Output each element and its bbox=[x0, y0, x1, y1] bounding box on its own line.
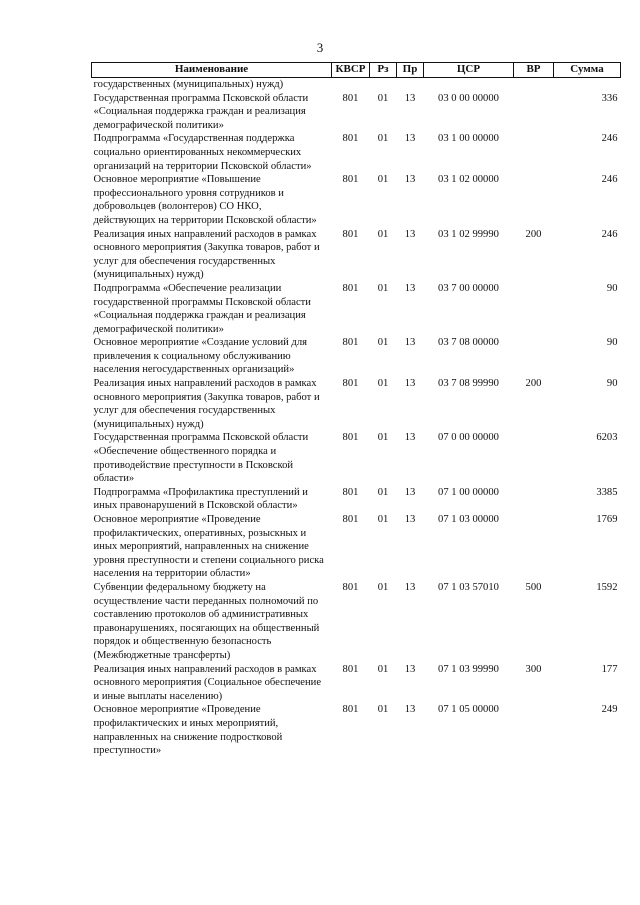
cell-csr: 03 1 00 00000 bbox=[438, 133, 499, 145]
table-row bbox=[92, 228, 621, 282]
cell-pr: 13 bbox=[404, 228, 416, 240]
cell-name: Подпрограмма «Обеспечение реализации государственной программы Псковской области «Социальная поддержка граждан и реализация демографической политики» bbox=[93, 282, 311, 335]
cell-vr: 500 bbox=[525, 581, 542, 593]
header-name: Наименование bbox=[92, 63, 332, 78]
header-pr: Пр bbox=[397, 63, 424, 78]
cell-sum: 246 bbox=[601, 174, 618, 186]
budget-table bbox=[91, 62, 621, 758]
cell-kvsr: 801 bbox=[342, 378, 359, 390]
cell-name: Реализация иных направлений расходов в рамках основного мероприятия (Закупка товаров, работ и услуг для обеспечения государственных (муниципальных) нужд) bbox=[93, 228, 320, 281]
cell-csr: 07 1 05 00000 bbox=[438, 704, 499, 716]
cell-sum: 336 bbox=[601, 92, 618, 104]
cell-pr: 13 bbox=[404, 486, 416, 498]
cell-rz bbox=[370, 78, 397, 92]
cell-sum: 3385 bbox=[596, 486, 618, 498]
cell-name: Государственная программа Псковской области «Обеспечение общественного порядка и противодействие преступности в Псковской области» bbox=[93, 432, 309, 485]
cell-pr: 13 bbox=[404, 704, 416, 716]
cell-kvsr: 801 bbox=[342, 704, 359, 716]
cell-rz: 01 bbox=[377, 174, 389, 186]
cell-pr: 13 bbox=[404, 514, 416, 525]
table-row bbox=[92, 92, 621, 133]
cell-kvsr: 801 bbox=[342, 337, 359, 349]
cell-vr bbox=[514, 78, 554, 92]
cell-csr: 07 1 03 00000 bbox=[438, 514, 499, 525]
cell-kvsr: 801 bbox=[342, 581, 359, 593]
table-row bbox=[92, 78, 621, 92]
cell-pr: 13 bbox=[404, 337, 416, 349]
cell-kvsr: 801 bbox=[342, 228, 359, 240]
cell-rz: 01 bbox=[377, 282, 389, 294]
cell-kvsr: 801 bbox=[342, 133, 359, 145]
cell-pr: 13 bbox=[404, 282, 416, 294]
cell-rz: 01 bbox=[377, 663, 389, 675]
cell-csr: 07 1 03 99990 bbox=[438, 663, 499, 675]
cell-pr: 13 bbox=[404, 133, 416, 145]
page-number: 3 bbox=[316, 40, 324, 55]
cell-csr: 07 0 00 00000 bbox=[438, 432, 499, 444]
cell-rz: 01 bbox=[377, 704, 389, 716]
cell-name: Основное мероприятие «Проведение профилактических и иных мероприятий, направленных на снижение подростковой преступности» bbox=[93, 704, 283, 757]
cell-csr: 07 1 03 57010 bbox=[438, 581, 499, 593]
cell-kvsr: 801 bbox=[342, 432, 359, 444]
header-vr: ВР bbox=[514, 63, 554, 78]
cell-rz: 01 bbox=[377, 514, 389, 525]
table-row bbox=[92, 513, 621, 581]
cell-vr bbox=[514, 486, 554, 513]
cell-name: Основное мероприятие «Повышение профессионального уровня сотрудников и добровольцев (волонтеров) СО НКО, действующих на территории Псковской области» bbox=[93, 174, 317, 226]
cell-sum: 1592 bbox=[596, 581, 618, 593]
table-row bbox=[92, 703, 621, 757]
cell-csr: 03 7 00 00000 bbox=[438, 282, 499, 294]
table-row bbox=[92, 431, 621, 485]
cell-vr: 200 bbox=[525, 378, 542, 390]
cell-vr bbox=[514, 132, 554, 173]
cell-rz: 01 bbox=[377, 432, 389, 444]
cell-name: Реализация иных направлений расходов в рамках основного мероприятия (Закупка товаров, работ и услуг для обеспечения государственных (муниципальных) нужд) bbox=[93, 378, 320, 430]
cell-vr bbox=[514, 336, 554, 377]
table-row bbox=[92, 377, 621, 431]
cell-csr: 03 7 08 00000 bbox=[438, 337, 499, 349]
table-row bbox=[92, 173, 621, 227]
cell-kvsr: 801 bbox=[342, 486, 359, 498]
cell-kvsr: 801 bbox=[342, 92, 359, 104]
cell-vr bbox=[514, 92, 554, 133]
cell-vr: 200 bbox=[525, 228, 542, 240]
cell-name: Субвенции федеральному бюджету на осуществление части переданных полномочий по составлению протоколов об административных правонарушениях, посягающих на общественный порядок и общественную безопасность (Межбюджетные трансферты) bbox=[93, 581, 320, 661]
cell-csr: 03 0 00 00000 bbox=[438, 92, 499, 104]
cell-sum: 249 bbox=[601, 704, 618, 716]
table-row bbox=[92, 663, 621, 704]
cell-name: Основное мероприятие «Создание условий для привлечения к социальному обслуживанию населения негосударственных организаций» bbox=[93, 337, 307, 376]
cell-sum: 90 bbox=[606, 282, 618, 294]
cell-name: Реализация иных направлений расходов в рамках основного мероприятия (Социальное обеспечение и иные выплаты населению) bbox=[93, 663, 322, 702]
header-sum: Сумма bbox=[554, 63, 621, 78]
cell-pr: 13 bbox=[404, 663, 416, 675]
cell-rz: 01 bbox=[377, 228, 389, 240]
cell-name: Государственная программа Псковской области «Социальная поддержка граждан и реализация демографической политики» bbox=[93, 92, 309, 131]
cell-vr bbox=[514, 431, 554, 485]
table-row bbox=[92, 581, 621, 663]
cell-pr: 13 bbox=[404, 92, 416, 104]
cell-kvsr: 801 bbox=[342, 514, 359, 525]
cell-kvsr: 801 bbox=[342, 282, 359, 294]
cell-rz: 01 bbox=[377, 92, 389, 104]
cell-kvsr bbox=[332, 78, 370, 92]
cell-csr: 07 1 00 00000 bbox=[438, 486, 499, 498]
table-header-row bbox=[92, 63, 621, 78]
table-row bbox=[92, 132, 621, 173]
cell-vr bbox=[514, 282, 554, 336]
cell-csr: 03 7 08 99990 bbox=[438, 378, 499, 390]
cell-name: Подпрограмма «Государственная поддержка социально ориентированных некоммерческих организаций на территории Псковской области» bbox=[93, 133, 312, 172]
cell-pr: 13 bbox=[404, 581, 416, 593]
cell-pr bbox=[397, 78, 424, 92]
cell-sum: 90 bbox=[606, 378, 618, 390]
cell-kvsr: 801 bbox=[342, 663, 359, 675]
cell-sum: 6203 bbox=[596, 432, 618, 444]
cell-name: Основное мероприятие «Проведение профилактических, оперативных, розыскных и иных мероприятий, направленных на снижение уровня преступности и степени социального риска населения на территории области» bbox=[93, 514, 324, 580]
cell-csr: 03 1 02 00000 bbox=[438, 174, 499, 186]
header-rz: Рз bbox=[370, 63, 397, 78]
cell-kvsr: 801 bbox=[342, 174, 359, 186]
cell-sum: 177 bbox=[601, 663, 618, 675]
cell-rz: 01 bbox=[377, 486, 389, 498]
cell-vr bbox=[514, 513, 554, 581]
cell-sum: 246 bbox=[601, 228, 618, 240]
cell-rz: 01 bbox=[377, 337, 389, 349]
cell-vr bbox=[514, 173, 554, 227]
table-row bbox=[92, 282, 621, 336]
table-row bbox=[92, 486, 621, 513]
cell-csr: 03 1 02 99990 bbox=[438, 228, 499, 240]
cell-vr bbox=[514, 703, 554, 757]
table-row bbox=[92, 336, 621, 377]
cell-sum bbox=[554, 78, 621, 92]
cell-pr: 13 bbox=[404, 378, 416, 390]
cell-rz: 01 bbox=[377, 378, 389, 390]
cell-name: Подпрограмма «Профилактика преступлений и иных правонарушений в Псковской области» bbox=[93, 486, 308, 512]
cell-sum: 1769 bbox=[596, 514, 618, 525]
cell-pr: 13 bbox=[404, 174, 416, 186]
cell-sum: 246 bbox=[601, 133, 618, 145]
header-csr: ЦСР bbox=[424, 63, 514, 78]
cell-rz: 01 bbox=[377, 581, 389, 593]
cell-rz: 01 bbox=[377, 133, 389, 145]
cell-vr: 300 bbox=[525, 663, 542, 675]
cell-csr bbox=[424, 78, 514, 92]
cell-name: государственных (муниципальных) нужд) bbox=[93, 79, 284, 90]
cell-pr: 13 bbox=[404, 432, 416, 444]
cell-sum: 90 bbox=[606, 337, 618, 349]
header-kvsr: КВСР bbox=[332, 63, 370, 78]
